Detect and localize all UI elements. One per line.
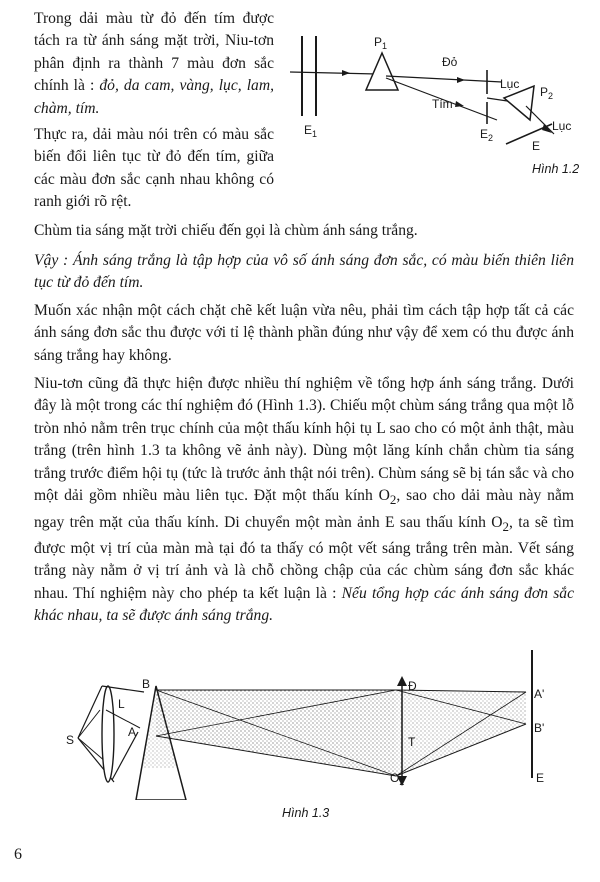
subscript: 2: [502, 518, 510, 534]
label-p2: $P_2$: [540, 85, 554, 101]
label-a-prime: A': [534, 687, 545, 701]
label-o2: $O_2$: [390, 771, 405, 787]
label-e: E: [536, 771, 545, 785]
paragraph-text-b: , sao cho dải màu này nằm ngay trên mặt của thấu kính. Di chuyển một màn ảnh E sau thấu kính O: [34, 487, 574, 531]
label-d: Đ: [408, 679, 417, 693]
paragraph-continuous-spectrum: Thực ra, dải màu nói trên có màu sắc biến đổi liên tục từ đỏ đến tím, giữa các màu đơn sắc cạnh nhau không có ranh giới rõ rệt.: [34, 126, 274, 211]
paragraph-verification: Muốn xác nhận một cách chặt chẽ kết luận vừa nêu, phải tìm cách tập hợp tất cả các ánh sáng đơn sắc thu được với tỉ lệ thành phần đúng như vậy để xem có thu được ánh sáng trắng hay không.: [34, 302, 574, 364]
page-number: 6: [14, 846, 22, 863]
label-s: S: [66, 733, 75, 747]
paragraph-lead: Vậy :: [34, 252, 73, 269]
subscript: 2: [389, 492, 397, 508]
paragraph-newton-experiment: [34, 373, 574, 628]
figure-1-2-caption: Hình 1.2: [532, 162, 580, 176]
paragraph-conclusion: [34, 250, 574, 295]
label-red: Đỏ: [442, 55, 458, 69]
paragraph-seven-colors: [34, 8, 274, 120]
label-b: B: [142, 677, 151, 691]
label-l: L: [118, 697, 125, 711]
figure-1-3-diagram: [56, 650, 556, 800]
paragraph-text-c: , ta sẽ tìm được một vị trí của màn mà tại đó ta thấy có một vết sáng trắng trên màn. Vết sáng trắng này nằm ở vị trí ảnh và là chỗ chồng chập của các chùm sáng đơn sắc khác nhau. Thí nghiệm này cho phép ta kết luận là :: [34, 513, 574, 602]
paragraph-white-light: Chùm tia sáng mặt trời chiếu đến gọi là chùm ánh sáng trắng.: [34, 222, 418, 239]
figure-1-3: [56, 650, 556, 820]
figure-1-2-diagram: [282, 28, 592, 178]
label-p1: $P_1$: [374, 35, 388, 51]
figure-1-2: [282, 28, 592, 178]
figure-1-3-caption: Hình 1.3: [282, 806, 330, 820]
label-green-2: Lục: [552, 119, 572, 133]
label-e2: $E_2$: [480, 127, 494, 143]
label-b-prime: B': [534, 721, 545, 735]
label-e1: $E_1$: [304, 123, 318, 139]
label-t: T: [408, 735, 416, 749]
paragraph-italic-text: Nếu tổng hợp các ánh sáng đơn sắc khác nhau, ta sẽ được ánh sáng trắng.: [34, 584, 574, 625]
paragraph-text-a: Niu-tơn cũng đã thực hiện được nhiều thí nghiệm về tổng hợp ánh sáng trắng. Dưới đây là một trong các thí nghiệm đó (Hình 1.3). Chiếu một chùm sáng trắng qua một lỗ tròn nhỏ nằm trên trục chính của một thấu kính hội tụ L sao cho có một ảnh thật, màu trắng (trên hình 1.3 ta không vẽ ảnh này). Dùng một lăng kính chắn chùm tia sáng trắng trước điểm hội tụ (tức là trước ảnh thật nói trên). Chùm sáng sẽ bị tán sắc và cho một dải gồm nhiều màu liên tục. Đặt một thấu kính O: [34, 375, 574, 505]
paragraph-italic-text: Ánh sáng trắng là tập hợp của vô số ánh sáng đơn sắc, có màu biến thiên liên tục từ đỏ đến tím.: [34, 252, 574, 292]
label-violet: Tím: [432, 97, 453, 111]
label-green-1: Lục: [500, 77, 520, 91]
label-a: A: [128, 725, 137, 739]
paragraph-text: Trong dải màu từ đỏ đến tím được tách ra từ ánh sáng mặt trời, Niu-tơn phân định ra thành 7 màu đơn sắc chính là :: [34, 10, 274, 95]
paragraph-italic-text: đỏ, da cam, vàng, lục, lam, chàm, tím.: [34, 77, 274, 117]
label-e: E: [532, 139, 541, 153]
